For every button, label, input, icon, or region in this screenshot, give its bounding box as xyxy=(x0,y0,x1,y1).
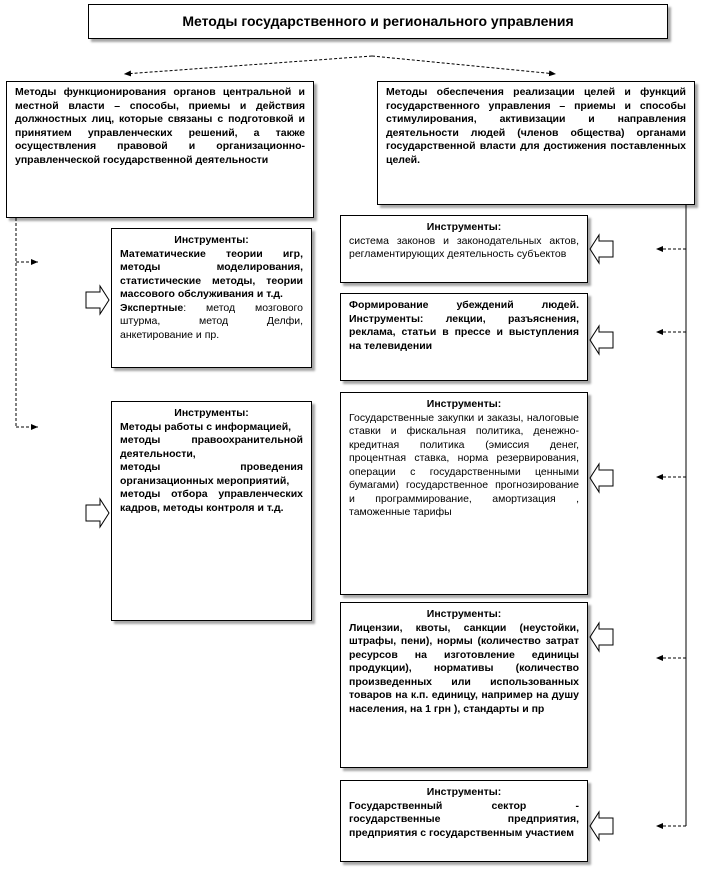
right-box-4-heading: Инструменты: xyxy=(426,608,502,620)
block-arrow-left-2 xyxy=(86,499,109,527)
left-box-2-item: методы правоохранительной деятельности, xyxy=(120,434,303,460)
right-tools-box-3 xyxy=(340,392,588,595)
left-box-2-heading: Инструменты: xyxy=(174,407,249,419)
block-arrow-right-2 xyxy=(590,326,613,354)
left-main-box xyxy=(6,81,314,218)
right-main-box xyxy=(377,81,695,205)
title-to-left-arrow xyxy=(124,56,372,74)
right-box-4-text: Лицензии, квоты, санкции (неустойки, штрафы, пени), нормы (количество затрат ресурсов на изготовление единицы продукции), нормативы (количество произведенных или использованных товаров на к.п. единицу, например на душу населения, на 1 грн ), стандарты и пр xyxy=(349,621,579,715)
left-box-1-heading: Инструменты: xyxy=(174,234,249,246)
right-tools-box-5 xyxy=(340,780,588,862)
title-to-right-arrow xyxy=(372,56,556,74)
block-arrow-right-3 xyxy=(590,464,613,492)
left-box-1-text: Математические теории игр, методы моделирования, статистические методы, теории массового обслуживания и т.д. xyxy=(120,247,303,300)
block-arrow-right-5 xyxy=(590,812,613,840)
right-box-2-text: Формирование убеждений людей. Инструменты: лекции, разъяснения, реклама, статьи в прессе и выступления на телевидении xyxy=(349,299,579,352)
right-tools-box-1 xyxy=(340,215,588,283)
left-box-1-label: Экспертные xyxy=(120,301,184,314)
block-arrow-right-1 xyxy=(590,235,613,263)
right-box-5-heading: Инструменты: xyxy=(426,786,502,798)
right-tools-box-4 xyxy=(340,602,588,768)
right-box-3-heading: Инструменты: xyxy=(426,398,502,410)
right-box-5-text: Государственный сектор - государственные предприятия, предприятия с государственным участием xyxy=(349,799,579,839)
block-arrow-left-1 xyxy=(86,286,109,314)
right-box-1-text: система законов и законодательных актов, регламентирующих деятельность субъектов xyxy=(349,234,579,260)
left-box-1-text-2: : метод мозгового штурма, метод Делфи, анкетирование и пр. xyxy=(120,301,303,341)
right-box-3-text: Государственные закупки и заказы, налоговые ставки и фискальная политика, денежно-кредитная политика (эмиссия денег, процентная ставка, норма резервирования, операции с государственными ценными бумагами) государственное прогнозирование и программирование, амортизация , таможенные тарифы xyxy=(349,411,579,518)
right-main-text: Методы обеспечения реализации целей и функций государственного управления – приемы и способы стимулирования, активизации и направления деятельности людей (членов общества) органами государственной власти для достижения поставленных целей. xyxy=(386,86,686,166)
left-main-text: Методы функционирования органов центральной и местной власти – способы, приемы и действия должностных лиц, которые связаны с подготовкой и принятием управленческих решений, а также осуществления правовой и организационно-управленческой государственной деятельности xyxy=(15,86,305,166)
left-box-2-item: методы отбора управленческих кадров, методы контроля и т.д. xyxy=(120,488,303,514)
diagram-title: Методы государственного и регионального управления xyxy=(88,4,668,39)
left-box-2-item: Методы работы с информацией, xyxy=(120,420,292,433)
left-tools-box-1 xyxy=(111,228,312,368)
right-tools-box-2 xyxy=(340,293,588,381)
left-box-2-item: методы проведения организационных мероприятий, xyxy=(120,461,303,487)
block-arrow-right-4 xyxy=(590,623,613,651)
left-tools-box-2 xyxy=(111,401,312,621)
right-box-1-heading: Инструменты: xyxy=(426,221,502,233)
